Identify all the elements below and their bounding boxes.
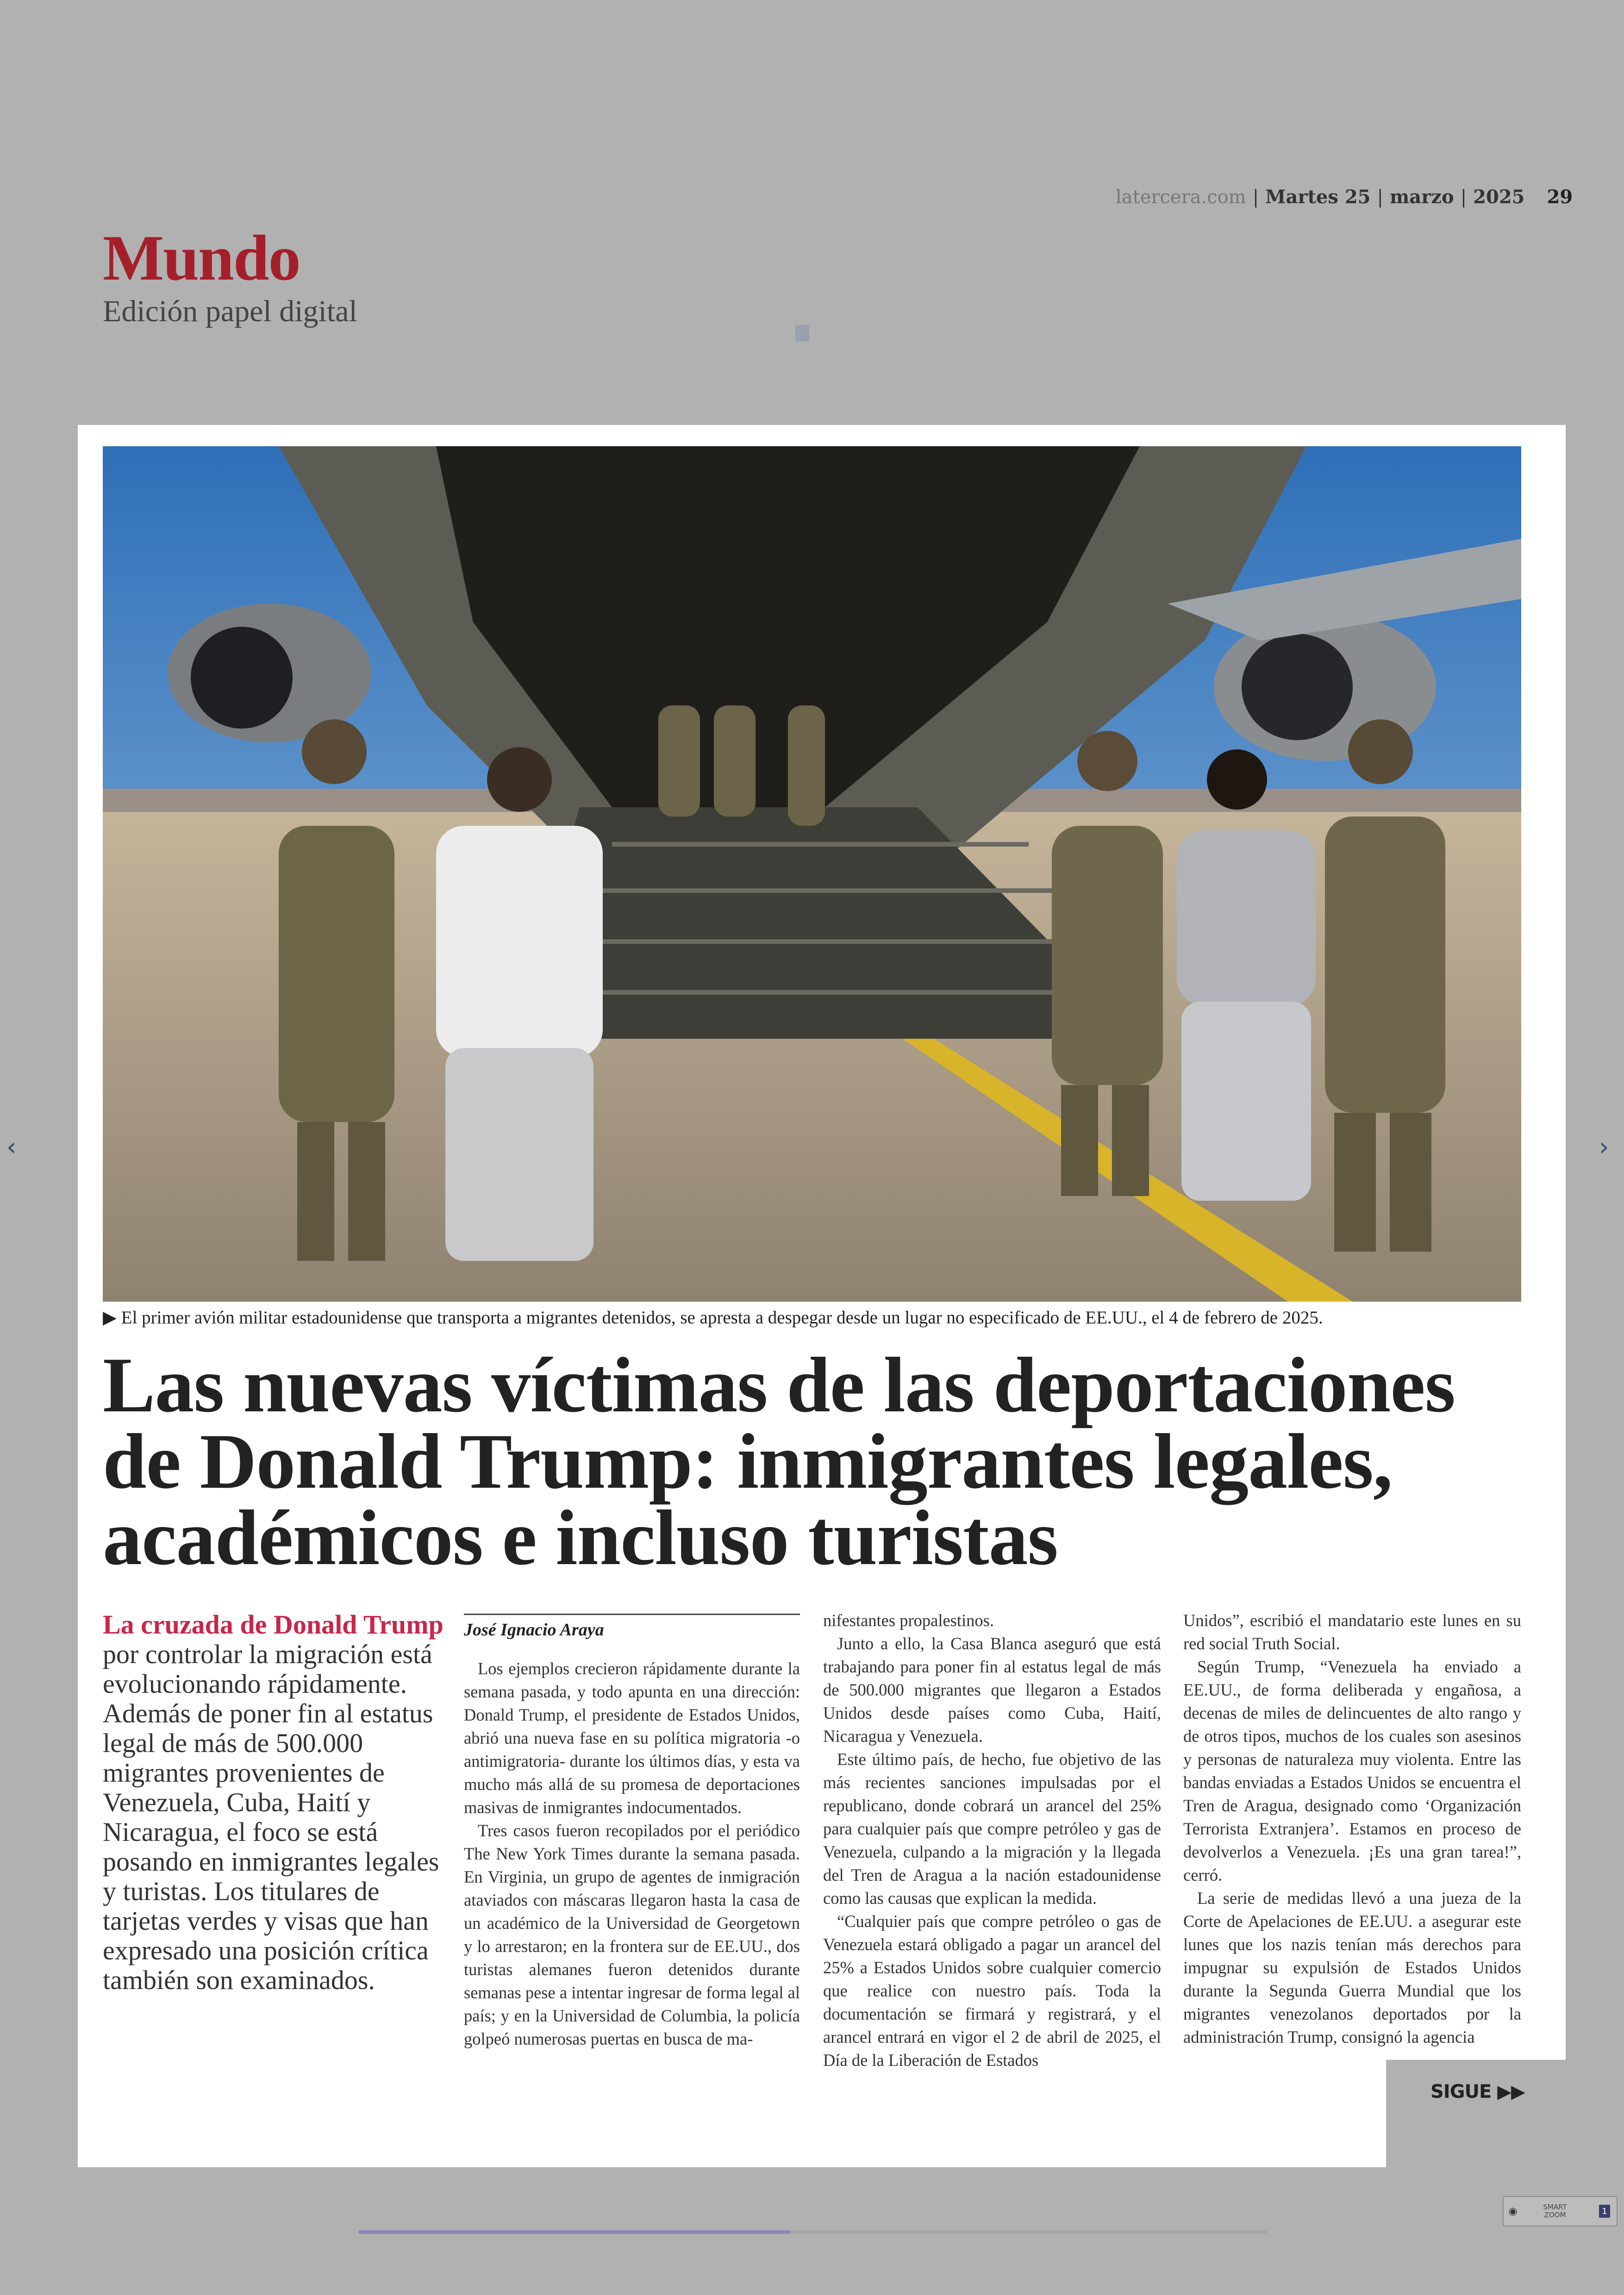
- header-month: marzo: [1389, 186, 1454, 208]
- photo-caption: ▶ El primer avión militar estadounidense que transporta a migrantes detenidos, se apresta a despegar desde un lugar no especificado de EE.UU., el 4 de febrero de 2025.: [103, 1308, 1323, 1328]
- newspaper-page-footer: [78, 2060, 1386, 2167]
- article-column-3: [1183, 1609, 1521, 2049]
- chevron-left-icon[interactable]: ‹: [6, 1132, 17, 1161]
- paragraph: Según Trump, “Venezuela ha enviado a EE.UU., de forma deliberada y engañosa, a decenas de miles de delincuentes de alto rango y de otros tipos, muchos de los cuales son asesinos y personas de naturaleza muy violenta. Entre las bandas enviadas a Estados Unidos se encuentra el Tren de Aragua, designado como ‘Organización Terrorista Extranjera’. Estamos en proceso de devolverlos a Venezuela. ¡Es una gran tarea!”, cerró.: [1183, 1657, 1521, 1884]
- article-lead: [103, 1610, 445, 1995]
- paragraph: nifestantes propalestinos.: [823, 1611, 994, 1630]
- edition-label: Edición papel digital: [103, 294, 357, 328]
- paragraph: Este último país, de hecho, fue objetivo de las más recientes sanciones impulsadas por el republicano, donde cobrará un arancel del 25% para cualquier país que compre petróleo y gas de Venezuela, culpando a la migración y la llegada del Tren de Aragua a la nación estadounidense como las causas que explican la medida.: [823, 1750, 1161, 1908]
- paragraph: Tres casos fueron recopilados por el periódico The New York Times durante la semana pasada. En Virginia, un grupo de agentes de inmigración ataviados con máscaras llegaron hasta la casa de un académico de la Universidad de Georgetown y lo arrestaron; en la frontera sur de EE.UU., dos turistas alemanes fueron detenidos durante semanas pese a intentar ingresar de forma legal al país; y en la Universidad de Columbia, la policía golpeó numerosas puertas en busca de ma-: [464, 1821, 800, 2048]
- paragraph: Unidos”, escribió el mandatario este lunes en su red social Truth Social.: [1183, 1611, 1521, 1653]
- article-headline: Las nuevas víctimas de las deportaciones de Donald Trump: inmigrantes legales, académicos e incluso turistas: [103, 1341, 1455, 1581]
- lead-text: por controlar la migración está evolucionando rápidamente. Además de poner fin al estatus legal de más de 500.000 migrantes provenientes de Venezuela, Cuba, Haití y Nicaragua, el foco se está posando en inmigrantes legales y turistas. Los titulares de tarjetas verdes y visas que han expresado una posición crítica también son examinados.: [103, 1639, 439, 1995]
- site-name: latercera.com: [1116, 187, 1246, 208]
- smart-zoom-label: SMART ZOOM: [1543, 2203, 1567, 2219]
- article-byline: José Ignacio Araya: [464, 1614, 800, 1640]
- article-column-2: [823, 1609, 1161, 2072]
- paragraph: “Cualquier país que compre petróleo o gas de Venezuela estará obligado a pagar un arancel del 25% a Estados Unidos sobre cualquier comercio que realice con nuestro país. Toda la documentación se firmará y registrará, y el arancel entrará en vigor el 2 de abril de 2025, el Día de la Liberación de Estados: [823, 1912, 1161, 2070]
- paragraph: La serie de medidas llevó a una jueza de la Corte de Apelaciones de EE.UU. a asegurar este lunes que los nazis tenían más derechos para impugnar su expulsión de Estados Unidos durante la Segunda Guerra Mundial que los migrantes venezolanos deportados por la administración Trump, consignó la agencia: [1183, 1889, 1521, 2046]
- page-header: latercera.com | Martes 25 | marzo | 2025 29: [1116, 186, 1573, 208]
- smart-zoom-badge: 1: [1599, 2205, 1610, 2218]
- military-plane-illustration: [103, 446, 1521, 1302]
- article-photo: [103, 446, 1521, 1302]
- page-number: 29: [1547, 186, 1573, 208]
- paragraph: Junto a ello, la Casa Blanca aseguró que está trabajando para poner fin al estatus legal de más de 500.000 migrantes que llegaron a Estados Unidos desde países como Cuba, Haití, Nicaragua y Venezuela.: [823, 1634, 1161, 1746]
- header-year: 2025: [1473, 186, 1525, 208]
- smart-zoom-button[interactable]: [1503, 2196, 1618, 2226]
- continue-label: SIGUE ▶▶: [1430, 2081, 1525, 2102]
- chevron-right-icon[interactable]: ›: [1599, 1132, 1609, 1161]
- section-title: Mundo: [103, 222, 300, 294]
- page-marker-icon[interactable]: [795, 325, 809, 342]
- page-progress-fill: [358, 2230, 790, 2234]
- article-column-1: [464, 1657, 800, 2051]
- paragraph: Los ejemplos crecieron rápidamente durante la semana pasada, y todo apunta en una dirección: Donald Trump, el presidente de Estados Unidos, abrió una nueva fase en su política migratoria -o antimigratoria- durante los últimos días, y esta va mucho más allá de su promesa de deportaciones masivas de inmigrantes indocumentados.: [464, 1659, 800, 1817]
- eye-icon: ◉: [1508, 2205, 1518, 2217]
- header-weekday: Martes 25: [1265, 186, 1371, 208]
- lead-kicker: La cruzada de Donald Trump: [103, 1609, 443, 1640]
